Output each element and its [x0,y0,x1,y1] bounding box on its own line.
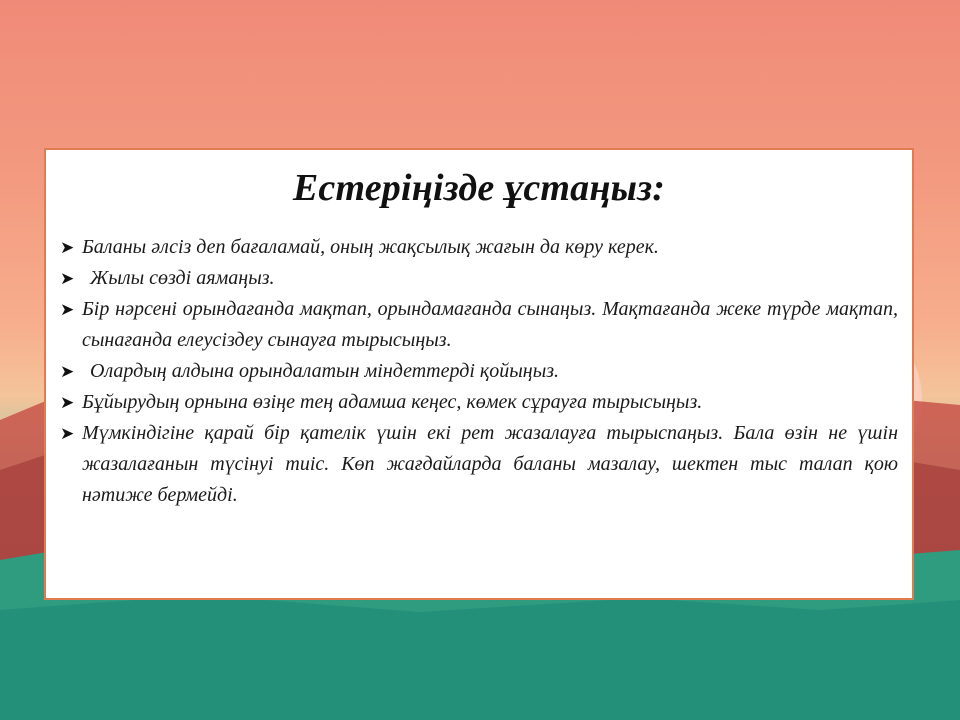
arrowhead-bullet-icon: ➤ [60,424,75,443]
list-item [60,356,898,387]
list-item [60,387,898,418]
list-item-text: Бұйырудың орнына өзіңе тең адамша кеңес, көмек сұрауға тырысыңыз. [82,391,703,413]
list-item-text: Баланы әлсіз деп бағаламай, оның жақсылық жағын да көру керек. [82,236,659,258]
list-item-text: Жылы сөзді аямаңыз. [90,267,275,289]
tips-list [60,232,898,511]
list-item-text: Олардың алдына орындалатын міндеттерді қойыңыз. [90,360,560,382]
slide-title: Естеріңізде ұстаңыз: [292,167,666,209]
content-card [44,148,914,600]
list-item [60,294,898,356]
list-item [60,232,898,263]
list-item-text: Мүмкіндігіне қарай бір қателік үшін екі рет жазалауға тырыспаңыз. Бала өзін не үшін жазалағанын түсінуі тиіс. Көп жағдайларда баланы мазалау, шектен тыс талап қою нәтиже бермейді. [82,422,898,506]
list-item-text: Бір нәрсені орындағанда мақтап, орындамағанда сынаңыз. Мақтағанда жеке түрде мақтап, сынағанда елеусіздеу сынауға тырысыңыз. [82,298,898,351]
arrowhead-bullet-icon: ➤ [60,238,75,257]
arrowhead-bullet-icon: ➤ [60,393,75,412]
arrowhead-bullet-icon: ➤ [60,300,75,319]
arrowhead-bullet-icon: ➤ [60,269,75,288]
arrowhead-bullet-icon: ➤ [60,362,75,381]
list-item [60,418,898,511]
list-item [60,263,898,294]
